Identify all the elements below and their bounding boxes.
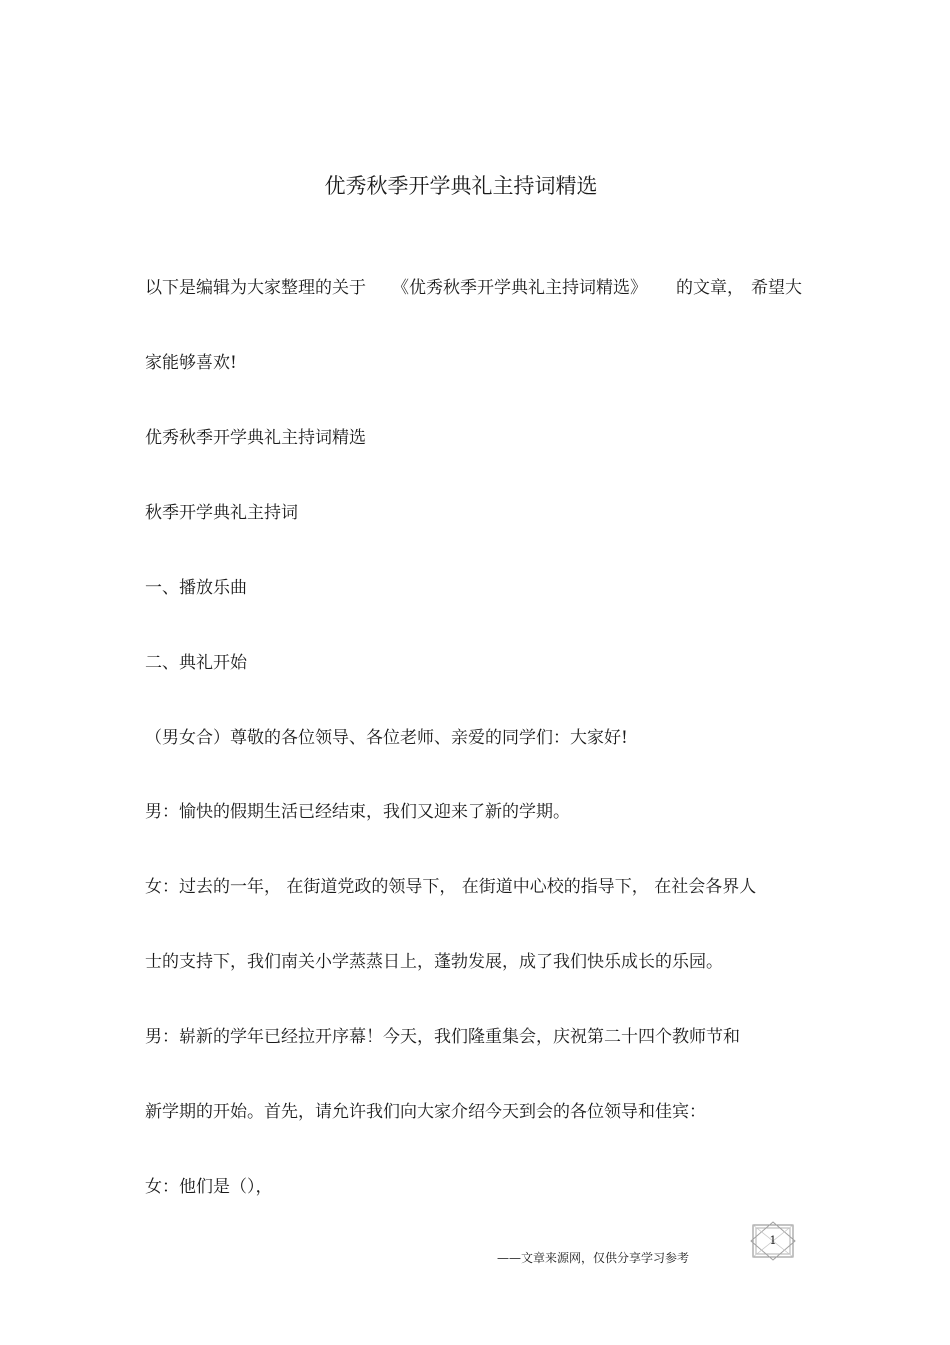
intro-continuation: 家能够喜欢!	[145, 353, 237, 373]
body-line: 女：过去的一年， 在街道党政的领导下， 在街道中心校的指导下， 在社会各界人	[145, 877, 757, 897]
body-line: 新学期的开始。首先，请允许我们向大家介绍今天到会的各位领导和佳宾：	[145, 1102, 706, 1122]
body-line: 优秀秋季开学典礼主持词精选	[145, 428, 366, 448]
intro-text-1: 以下是编辑为大家整理的关于	[145, 278, 366, 298]
page-title: 优秀秋季开学典礼主持词精选	[324, 174, 598, 198]
intro-paragraph	[145, 276, 805, 300]
body-line: （男女合）尊敬的各位领导、各位老师、亲爱的同学们：大家好!	[145, 728, 628, 748]
body-line: 秋季开学典礼主持词	[145, 503, 298, 523]
page-number: 1	[769, 1234, 777, 1247]
body-line: 二、典礼开始	[145, 653, 247, 673]
intro-text-3: 的文章，	[676, 278, 744, 298]
body-line: 女：他们是（），	[145, 1177, 273, 1197]
intro-text-4: 希望大	[751, 278, 802, 298]
body-line: 男：崭新的学年已经拉开序幕！今天，我们隆重集会，庆祝第二十四个教师节和	[145, 1027, 740, 1047]
body-line: 一、播放乐曲	[145, 578, 247, 598]
intro-text-2: 《优秀秋季开学典礼主持词精选》	[392, 278, 647, 298]
page-number-badge	[749, 1221, 797, 1261]
body-line: 士的支持下，我们南关小学蒸蒸日上，蓬勃发展，成了我们快乐成长的乐园。	[145, 952, 723, 972]
body-line: 男：愉快的假期生活已经结束，我们又迎来了新的学期。	[145, 802, 570, 822]
footer-source-note: ——文章来源网，仅供分享学习参考	[497, 1251, 690, 1265]
